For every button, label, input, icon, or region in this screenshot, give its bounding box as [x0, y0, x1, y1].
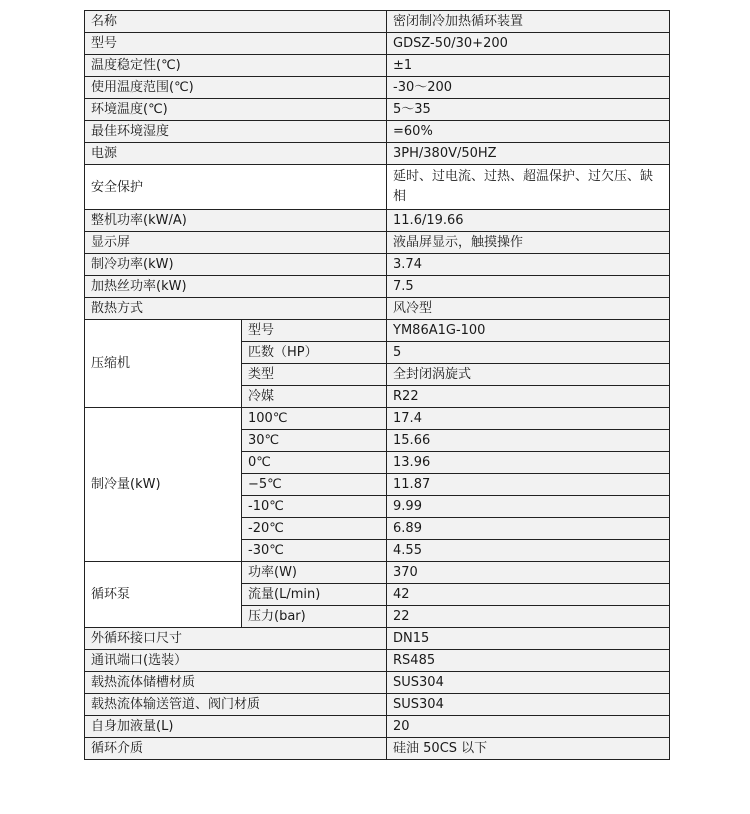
- row-value: 11.6/19.66: [387, 210, 670, 232]
- row-value: SUS304: [387, 672, 670, 694]
- table-row: [85, 55, 670, 77]
- sub-label: 压力(bar): [242, 606, 387, 628]
- table-row: [85, 738, 670, 760]
- table-row: [85, 650, 670, 672]
- sub-label: 冷媒: [242, 386, 387, 408]
- table-row: [85, 694, 670, 716]
- sub-label: 流量(L/min): [242, 584, 387, 606]
- sub-label: 类型: [242, 364, 387, 386]
- row-value: 液晶屏显示，触摸操作: [387, 232, 670, 254]
- row-label: 加热丝功率(kW): [85, 276, 387, 298]
- table-row: [85, 254, 670, 276]
- row-label: 制冷功率(kW): [85, 254, 387, 276]
- row-label: 循环介质: [85, 738, 387, 760]
- row-value: 11.87: [387, 474, 670, 496]
- row-value: 7.5: [387, 276, 670, 298]
- row-value: 9.99: [387, 496, 670, 518]
- row-value: 5: [387, 342, 670, 364]
- table-row: [85, 320, 670, 342]
- row-label: 使用温度范围(℃): [85, 77, 387, 99]
- row-value: 硅油 50CS 以下: [387, 738, 670, 760]
- row-value: 42: [387, 584, 670, 606]
- sub-label: 型号: [242, 320, 387, 342]
- row-value: =60%: [387, 121, 670, 143]
- table-row: [85, 143, 670, 165]
- row-value: 全封闭涡旋式: [387, 364, 670, 386]
- row-value: SUS304: [387, 694, 670, 716]
- table-row: [85, 298, 670, 320]
- sub-label: -20℃: [242, 518, 387, 540]
- row-value: -30～200: [387, 77, 670, 99]
- row-value: 17.4: [387, 408, 670, 430]
- row-value: 6.89: [387, 518, 670, 540]
- group-label-pump: 循环泵: [85, 562, 242, 628]
- table-row: [85, 408, 670, 430]
- group-label-compressor: 压缩机: [85, 320, 242, 408]
- row-value: 密闭制冷加热循环装置: [387, 11, 670, 33]
- row-label: 整机功率(kW/A): [85, 210, 387, 232]
- sub-label: −5℃: [242, 474, 387, 496]
- row-label: 载热流体输送管道、阀门材质: [85, 694, 387, 716]
- row-value: 延时、过电流、过热、超温保护、过欠压、缺相: [387, 165, 670, 210]
- row-value: ±1: [387, 55, 670, 77]
- row-value: YM86A1G-100: [387, 320, 670, 342]
- row-value: R22: [387, 386, 670, 408]
- table-row: [85, 562, 670, 584]
- table-row: [85, 210, 670, 232]
- row-label: 自身加液量(L): [85, 716, 387, 738]
- table-row: [85, 99, 670, 121]
- sub-label: -30℃: [242, 540, 387, 562]
- row-value: 370: [387, 562, 670, 584]
- table-row: [85, 276, 670, 298]
- row-label: 散热方式: [85, 298, 387, 320]
- row-label: 安全保护: [85, 165, 387, 210]
- sub-label: 匹数（HP）: [242, 342, 387, 364]
- table-row: [85, 77, 670, 99]
- row-label: 电源: [85, 143, 387, 165]
- spec-table: [84, 10, 670, 760]
- table-row: [85, 33, 670, 55]
- table-row: [85, 232, 670, 254]
- row-value: GDSZ-50/30+200: [387, 33, 670, 55]
- row-label: 外循环接口尺寸: [85, 628, 387, 650]
- row-value: RS485: [387, 650, 670, 672]
- table-row: [85, 165, 670, 210]
- row-value: 3PH/380V/50HZ: [387, 143, 670, 165]
- row-label: 通讯端口(选装）: [85, 650, 387, 672]
- table-row: [85, 716, 670, 738]
- row-value: DN15: [387, 628, 670, 650]
- row-value: 风冷型: [387, 298, 670, 320]
- row-value: 20: [387, 716, 670, 738]
- row-value: 13.96: [387, 452, 670, 474]
- table-row: [85, 11, 670, 33]
- row-value: 22: [387, 606, 670, 628]
- group-label-cooling: 制冷量(kW): [85, 408, 242, 562]
- sub-label: -10℃: [242, 496, 387, 518]
- table-row: [85, 628, 670, 650]
- table-row: [85, 121, 670, 143]
- row-value: 3.74: [387, 254, 670, 276]
- row-label: 温度稳定性(℃): [85, 55, 387, 77]
- row-value: 15.66: [387, 430, 670, 452]
- sub-label: 100℃: [242, 408, 387, 430]
- spec-table-body: [85, 11, 670, 760]
- row-label: 名称: [85, 11, 387, 33]
- sub-label: 0℃: [242, 452, 387, 474]
- row-label: 最佳环境湿度: [85, 121, 387, 143]
- row-label: 显示屏: [85, 232, 387, 254]
- row-value: 4.55: [387, 540, 670, 562]
- sub-label: 30℃: [242, 430, 387, 452]
- table-row: [85, 672, 670, 694]
- row-label: 环境温度(℃): [85, 99, 387, 121]
- row-label: 载热流体储槽材质: [85, 672, 387, 694]
- sub-label: 功率(W): [242, 562, 387, 584]
- row-label: 型号: [85, 33, 387, 55]
- row-value: 5～35: [387, 99, 670, 121]
